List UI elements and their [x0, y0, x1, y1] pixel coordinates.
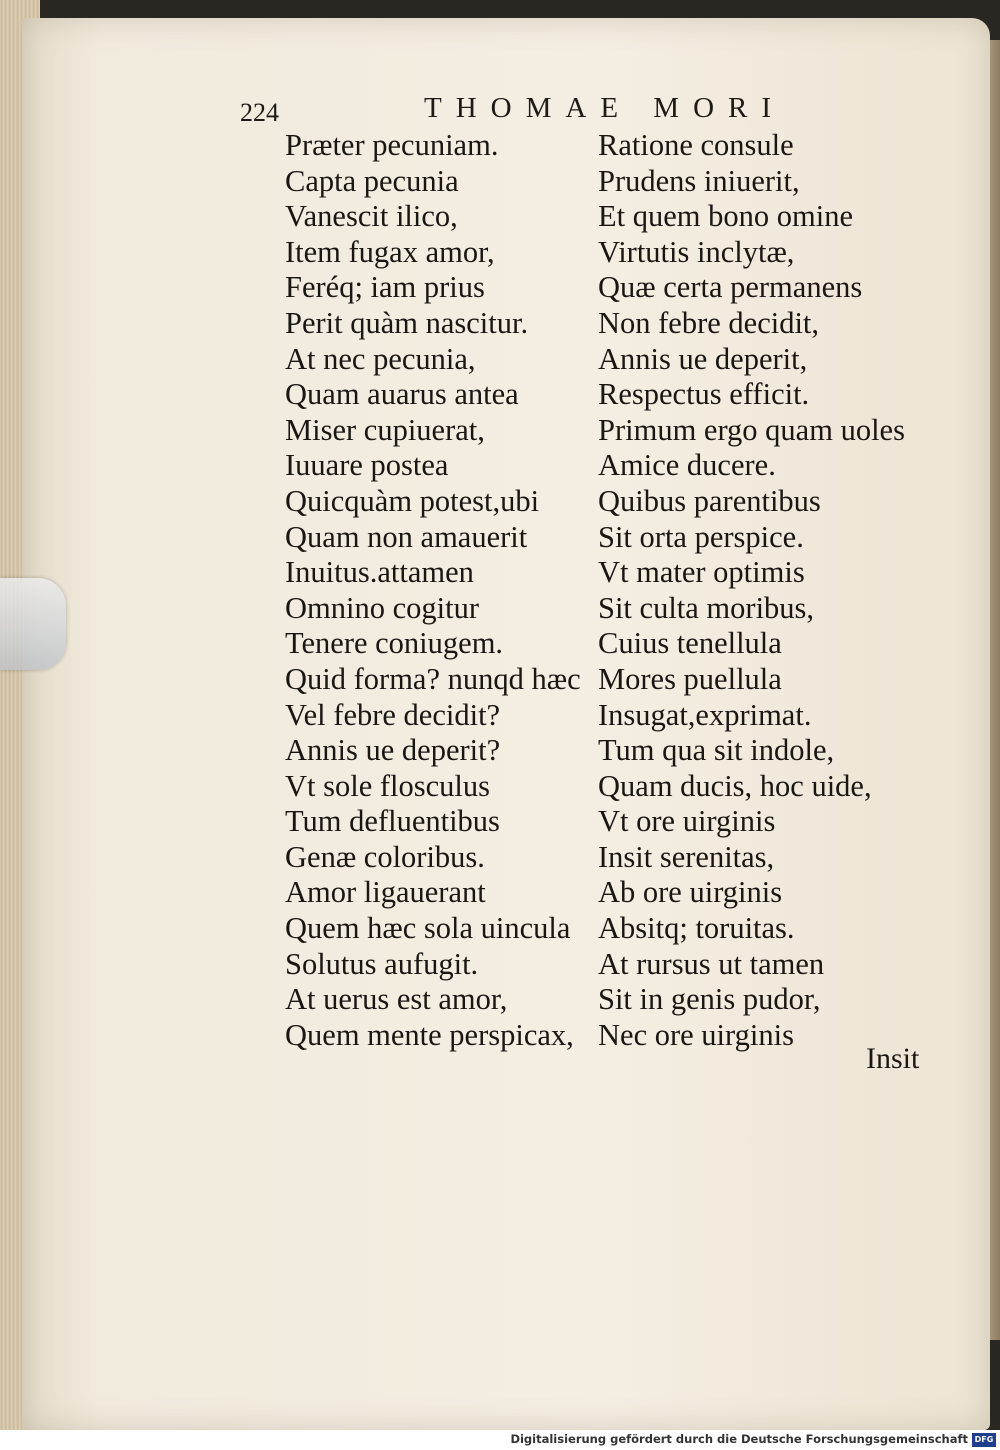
- verse-column-right: [598, 128, 905, 1053]
- verse-line: Mores puellula: [598, 661, 782, 696]
- verse-line: Iuuare postea: [285, 448, 449, 483]
- verse-line: Sit in genis pudor,: [598, 982, 821, 1017]
- verse-line: Absitq; toruitas.: [598, 911, 795, 946]
- verse-line: Feréq; iam prius: [285, 270, 485, 305]
- verse-line: Item fugax amor,: [285, 234, 495, 269]
- footer-bar: [0, 1430, 1000, 1450]
- verse-column-left: [285, 128, 581, 1053]
- verse-line: Tenere coniugem.: [285, 626, 504, 661]
- verse-line: Primum ergo quam uoles: [598, 412, 905, 447]
- verse-line: Vt ore uirginis: [598, 804, 776, 839]
- verse-line: Insugat,exprimat.: [598, 697, 812, 732]
- verse-line: Omnino cogitur: [285, 590, 479, 625]
- verse-line: Quæ certa permanens: [598, 270, 863, 305]
- verse-line: Prudens iniuerit,: [598, 163, 800, 198]
- verse-line: Vanescit ilico,: [285, 199, 458, 234]
- verse-line: Insit serenitas,: [598, 839, 775, 874]
- verse-line: Non febre decidit,: [598, 305, 820, 340]
- verse-line: Miser cupiuerat,: [285, 412, 485, 447]
- verse-line: Quam ducis, hoc uide,: [598, 768, 872, 803]
- verse-line: Quem mente perspicax,: [285, 1017, 574, 1052]
- verse-line: Nec ore uirginis: [598, 1017, 794, 1052]
- verse-line: Ab ore uirginis: [598, 875, 783, 910]
- verse-line: Respectus efficit.: [598, 377, 810, 412]
- verse-line: Annis ue deperit?: [285, 733, 501, 768]
- verse-line: At rursus ut tamen: [598, 946, 825, 981]
- verse-line: Vt mater optimis: [598, 555, 805, 590]
- verse-line: Et quem bono omine: [598, 199, 853, 234]
- catchword: Insit: [866, 1042, 920, 1075]
- verse-line: Amor ligauerant: [285, 875, 486, 910]
- verse-line: Quam auarus antea: [285, 377, 519, 412]
- verse-line: Virtutis inclytæ,: [598, 234, 795, 269]
- verse-line: Sit culta moribus,: [598, 590, 815, 625]
- verse-line: Quid forma? nunqd hæc: [285, 661, 581, 696]
- verse-line: Sit orta perspice.: [598, 519, 804, 554]
- verse-line: Annis ue deperit,: [598, 341, 808, 376]
- verse-line: Tum defluentibus: [285, 804, 500, 839]
- verse-line: Perit quàm nascitur.: [285, 305, 529, 340]
- verse-line: Quibus parentibus: [598, 483, 821, 518]
- page-header: [240, 90, 820, 130]
- verse-line: At uerus est amor,: [285, 982, 508, 1017]
- verse-line: Tum qua sit indole,: [598, 733, 835, 768]
- footer-credit: Digitalisierung gefördert durch die Deutsche Forschungsgemeinschaft: [510, 1432, 968, 1446]
- verse-line: Cuius tenellula: [598, 626, 782, 661]
- verse-line: Genæ coloribus.: [285, 839, 485, 874]
- verse-line: Amice ducere.: [598, 448, 776, 483]
- verse-line: Vt sole flosculus: [285, 768, 491, 803]
- folio-number: 224: [240, 98, 279, 127]
- verse-line: Quem hæc sola uincula: [285, 911, 571, 946]
- verse-line: Solutus aufugit.: [285, 946, 479, 981]
- verse-line: At nec pecunia,: [285, 341, 476, 376]
- verse-line: Inuitus.attamen: [285, 555, 474, 590]
- verse-line: Capta pecunia: [285, 163, 459, 198]
- verse-line: Præter pecuniam.: [285, 128, 499, 162]
- running-title: THOMAE MORI: [424, 92, 786, 124]
- dfg-logo: DFG: [972, 1433, 996, 1447]
- page-clip: [0, 578, 66, 670]
- verse-line: Vel febre decidit?: [285, 697, 501, 732]
- verse-line: Ratione consule: [598, 128, 794, 162]
- verse-line: Quam non amauerit: [285, 519, 528, 554]
- verse-line: Quicquàm potest,ubi: [285, 483, 540, 518]
